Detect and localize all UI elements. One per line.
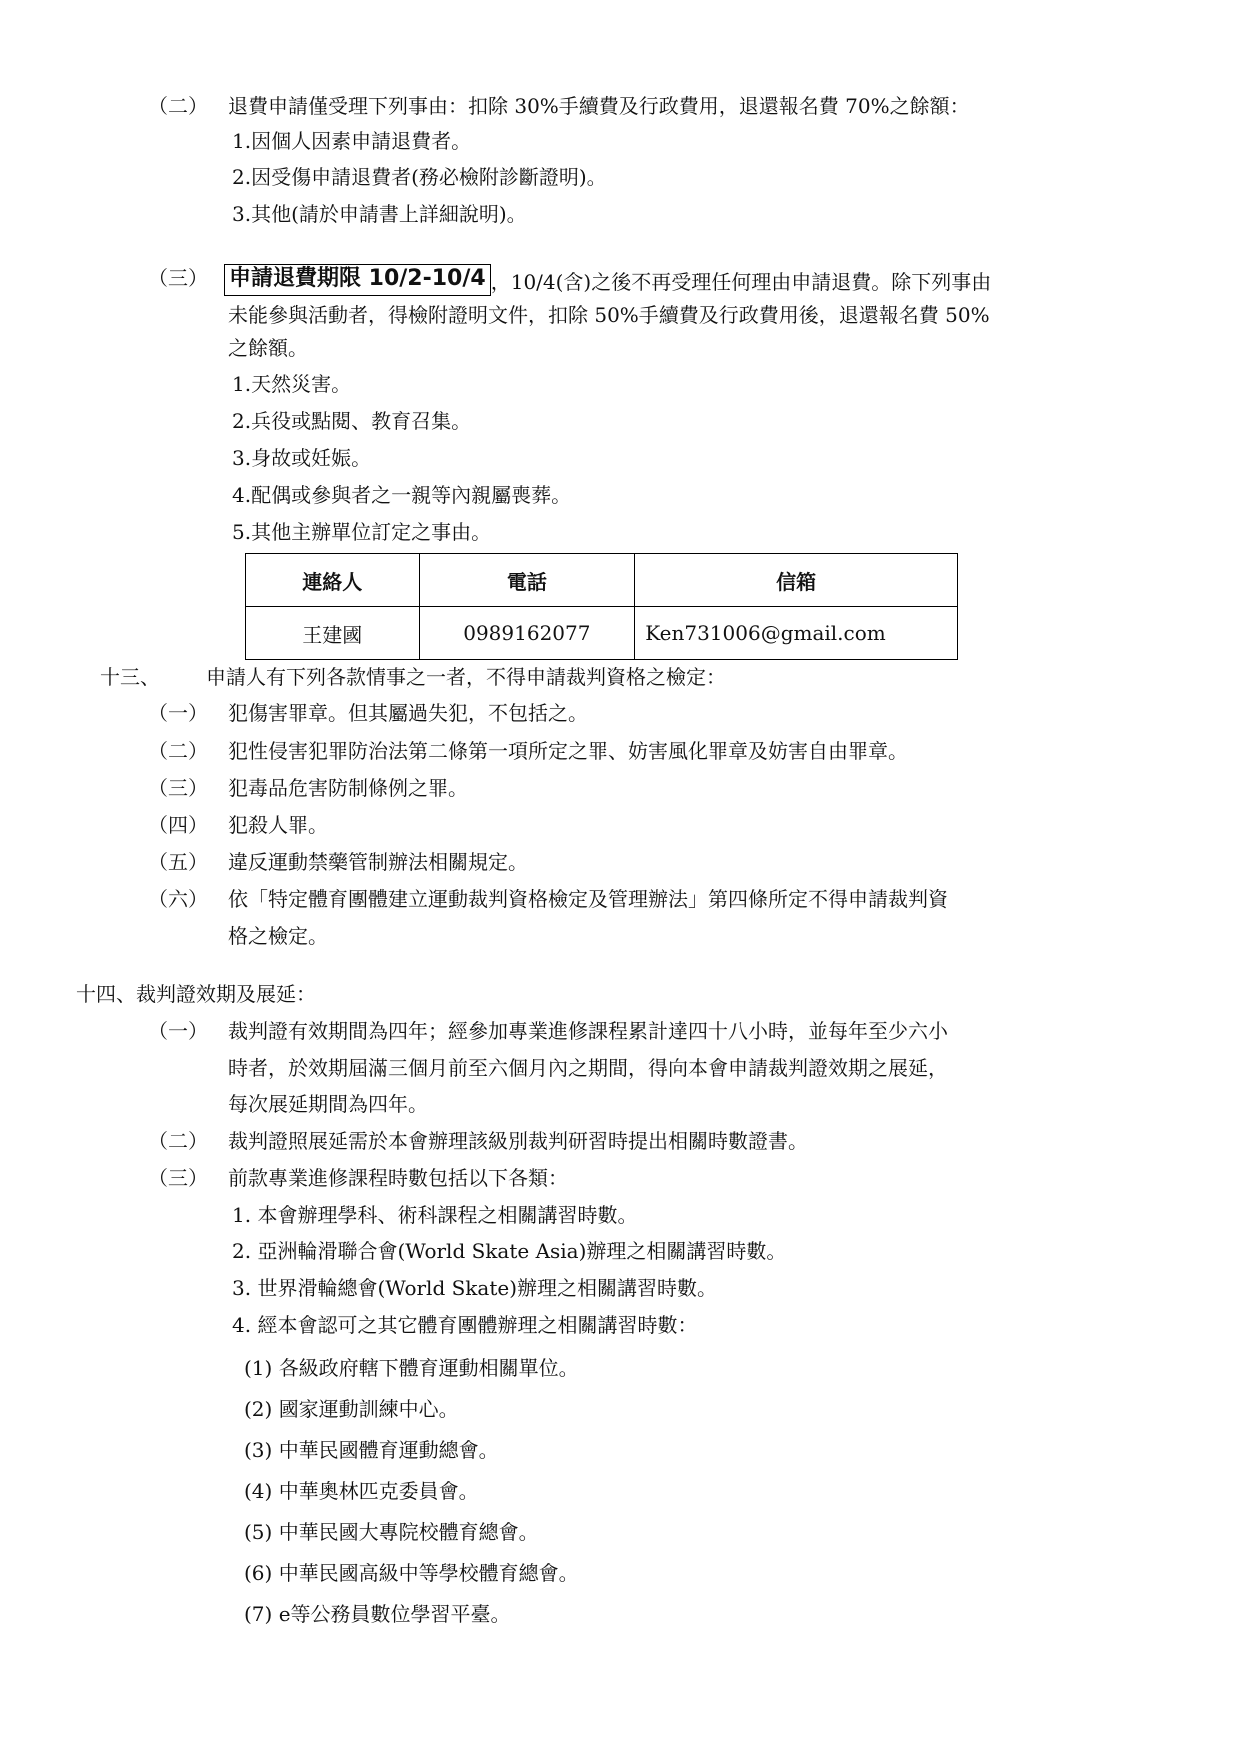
list-item: 前款專業進修課程時數包括以下各類：: [228, 1166, 568, 1190]
section-13-heading: 申請人有下列各款情事之一者，不得申請裁判資格之檢定：: [206, 665, 726, 689]
item-label: （二）: [148, 739, 208, 763]
list-item: 犯殺人罪。: [228, 813, 328, 837]
section-13-number: 十三、: [100, 665, 160, 689]
list-item: 2.兵役或點閱、教育召集。: [232, 409, 472, 433]
list-item: 3. 世界滑輪總會(World Skate)辦理之相關講習時數。: [232, 1276, 718, 1300]
item-label: （一）: [148, 1019, 208, 1043]
table-header-row: [246, 554, 958, 607]
list-item: 1.天然災害。: [232, 372, 352, 396]
section-14-heading: 十四、裁判證效期及展延：: [76, 982, 316, 1006]
list-subitem: (6) 中華民國高級中等學校體育總會。: [244, 1561, 579, 1585]
item-label: （六）: [148, 887, 208, 911]
list-item: 依「特定體育團體建立運動裁判資格檢定及管理辦法」第四條所定不得申請裁判資: [228, 887, 948, 911]
list-subitem: (3) 中華民國體育運動總會。: [244, 1438, 499, 1462]
list-item: 1. 本會辦理學科、術科課程之相關講習時數。: [232, 1203, 638, 1227]
list-item-continued: 格之檢定。: [228, 924, 328, 948]
list-subitem: (2) 國家運動訓練中心。: [244, 1397, 459, 1421]
paragraph-line: 之餘額。: [228, 336, 308, 360]
item-label: （二）: [148, 1129, 208, 1153]
paragraph-line: 每次展延期間為四年。: [228, 1092, 428, 1116]
list-item: 犯性侵害犯罪防治法第二條第一項所定之罪、妨害風化罪章及妨害自由罪章。: [228, 739, 908, 763]
list-item: 5.其他主辦單位訂定之事由。: [232, 520, 492, 544]
refund-deadline-line: [224, 268, 991, 300]
list-item: 裁判證照展延需於本會辦理該級別裁判研習時提出相關時數證書。: [228, 1129, 808, 1153]
paragraph-line: 未能參與活動者，得檢附證明文件，扣除 50%手續費及行政費用後，退還報名費 50%: [228, 303, 990, 327]
header-contact-person: 連絡人: [246, 554, 420, 607]
list-item: 犯傷害罪章。但其屬過失犯，不包括之。: [228, 701, 588, 725]
contact-email: Ken731006@gmail.com: [635, 607, 958, 660]
list-item: 1.因個人因素申請退費者。: [232, 129, 472, 153]
contact-table: [245, 553, 958, 660]
list-subitem: (4) 中華奧林匹克委員會。: [244, 1479, 479, 1503]
item-label: （一）: [148, 701, 208, 725]
paragraph-line: 時者，於效期屆滿三個月前至六個月內之期間，得向本會申請裁判證效期之展延，: [228, 1056, 948, 1080]
paragraph-line: 裁判證有效期間為四年；經參加專業進修課程累計達四十八小時，並每年至少六小: [228, 1019, 948, 1043]
item-label: （五）: [148, 850, 208, 874]
refund-deadline-text: ，10/4(含)之後不再受理任何理由申請退費。除下列事由: [490, 270, 992, 294]
header-phone: 電話: [419, 554, 635, 607]
refund-conditions-text: 退費申請僅受理下列事由：扣除 30%手續費及行政費用，退還報名費 70%之餘額：: [228, 94, 970, 118]
list-subitem: (7) e等公務員數位學習平臺。: [244, 1602, 511, 1626]
list-item: 3.身故或妊娠。: [232, 446, 372, 470]
list-item: 2. 亞洲輪滑聯合會(World Skate Asia)辦理之相關講習時數。: [232, 1239, 787, 1263]
item-label: （三）: [148, 1166, 208, 1190]
item-label: （三）: [148, 776, 208, 800]
list-item: 3.其他(請於申請書上詳細說明)。: [232, 202, 527, 226]
contact-name: 王建國: [246, 607, 420, 660]
list-subitem: (5) 中華民國大專院校體育總會。: [244, 1520, 539, 1544]
list-subitem: (1) 各級政府轄下體育運動相關單位。: [244, 1356, 579, 1380]
item-label: （四）: [148, 813, 208, 837]
item-label: （三）: [148, 266, 208, 290]
table-row: [246, 607, 958, 660]
refund-deadline-box: 申請退費期限 10/2-10/4: [224, 264, 491, 296]
list-item: 違反運動禁藥管制辦法相關規定。: [228, 850, 528, 874]
contact-phone: 0989162077: [419, 607, 635, 660]
list-item: 4.配偶或參與者之一親等內親屬喪葬。: [232, 483, 572, 507]
header-email: 信箱: [635, 554, 958, 607]
list-item: 2.因受傷申請退費者(務必檢附診斷證明)。: [232, 165, 607, 189]
list-item: 4. 經本會認可之其它體育團體辦理之相關講習時數：: [232, 1313, 698, 1337]
list-item: 犯毒品危害防制條例之罪。: [228, 776, 468, 800]
item-label: （二）: [148, 94, 208, 118]
